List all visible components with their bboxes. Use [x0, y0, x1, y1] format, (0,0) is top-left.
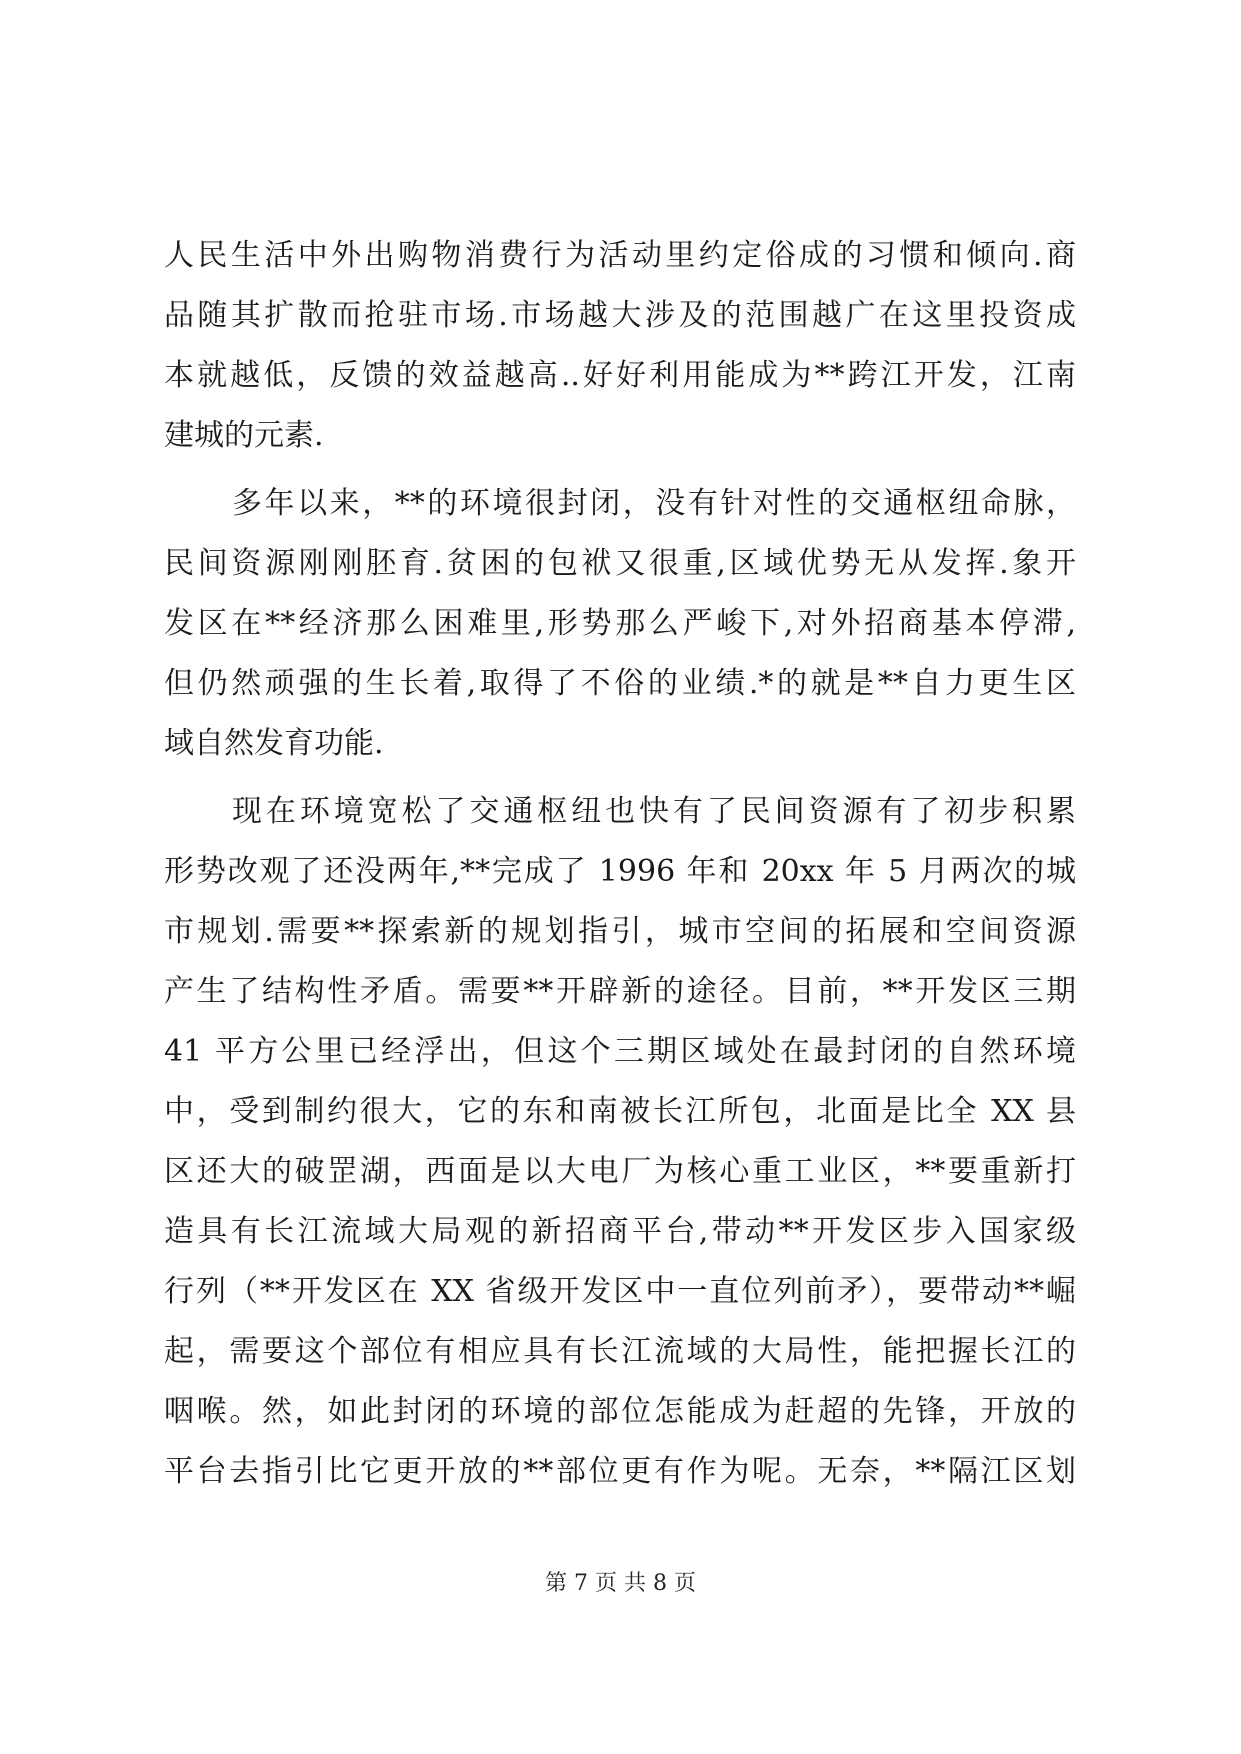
paragraph-gap — [164, 774, 1076, 782]
text-line: 建城的元素. — [164, 418, 324, 453]
text-line: 起，需要这个部位有相应具有长江流域的大局性，能把握长江的 — [164, 1334, 1076, 1369]
text-line: 行列（**开发区在 XX 省级开发区中一直位列前矛），要带动**崛 — [164, 1274, 1076, 1309]
text-line: 市规划.需要**探索新的规划指引，城市空间的拓展和空间资源 — [164, 914, 1076, 949]
paragraph-3 — [164, 782, 1076, 1502]
text-line: 现在环境宽松了交通枢纽也快有了民间资源有了初步积累 — [232, 794, 1076, 829]
paragraph-2 — [164, 474, 1076, 774]
text-line: 产生了结构性矛盾。需要**开辟新的途径。目前，**开发区三期 — [164, 974, 1076, 1009]
text-line: 形势改观了还没两年,**完成了 1996 年和 20xx 年 5 月两次的城 — [164, 854, 1076, 889]
text-line: 本就越低，反馈的效益越高..好好利用能成为**跨江开发，江南 — [164, 358, 1076, 393]
text-line: 多年以来，**的环境很封闭，没有针对性的交通枢纽命脉， — [232, 486, 1076, 521]
text-line: 但仍然顽强的生长着,取得了不俗的业绩.*的就是**自力更生区 — [164, 666, 1076, 701]
text-line: 中，受到制约很大，它的东和南被长江所包，北面是比全 XX 县 — [164, 1094, 1076, 1129]
text-line: 域自然发育功能. — [164, 726, 384, 761]
text-line: 咽喉。然，如此封闭的环境的部位怎能成为赶超的先锋，开放的 — [164, 1394, 1076, 1429]
page-number-footer: 第 7 页 共 8 页 — [545, 1571, 696, 1596]
text-line: 区还大的破罡湖，西面是以大电厂为核心重工业区，**要重新打 — [164, 1154, 1076, 1189]
paragraph-gap — [164, 466, 1076, 474]
text-line: 人民生活中外出购物消费行为活动里约定俗成的习惯和倾向.商 — [164, 238, 1076, 273]
paragraph-1 — [164, 226, 1076, 466]
text-line: 发区在**经济那么困难里,形势那么严峻下,对外招商基本停滞, — [164, 606, 1076, 641]
text-line: 平台去指引比它更开放的**部位更有作为呢。无奈，**隔江区划 — [164, 1454, 1076, 1489]
text-line: 品随其扩散而抢驻市场.市场越大涉及的范围越广在这里投资成 — [164, 298, 1076, 333]
text-line: 造具有长江流域大局观的新招商平台,带动**开发区步入国家级 — [164, 1214, 1076, 1249]
text-line: 民间资源刚刚胚育.贫困的包袱又很重,区域优势无从发挥.象开 — [164, 546, 1076, 581]
text-line: 41 平方公里已经浮出，但这个三期区域处在最封闭的自然环境 — [164, 1034, 1076, 1069]
body-text — [164, 226, 1076, 1502]
